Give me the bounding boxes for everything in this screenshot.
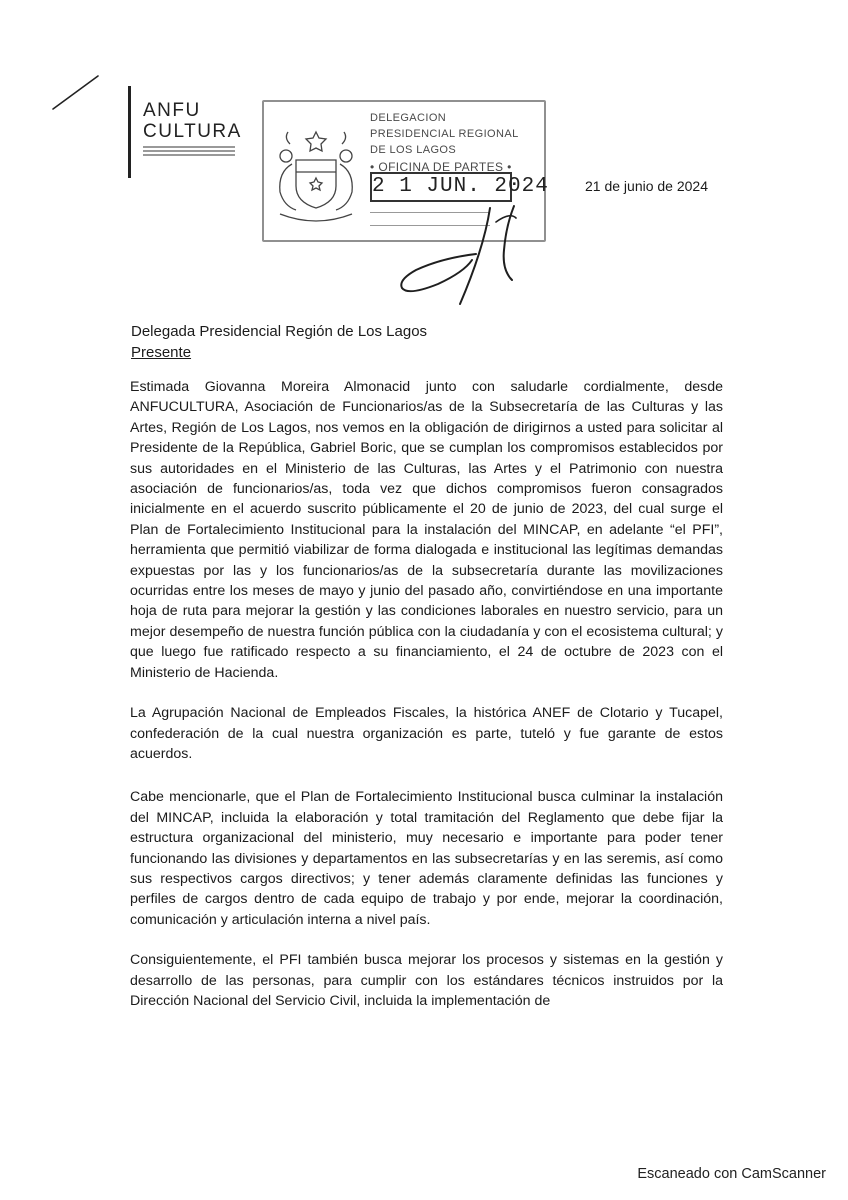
logo-line-1: ANFU — [143, 100, 201, 121]
body-paragraph-4: Consiguientemente, el PFI también busca mejorar los procesos y sistemas en la gestión y desarrollo de las personas, para cumplir con los estándares técnicos instruidos por la Dirección Nacional del Servicio Civil, incluida la implementación de — [130, 952, 723, 1009]
stamp-line-3: DE LOS LAGOS — [370, 144, 457, 156]
coat-of-arms-seal-icon — [270, 122, 362, 227]
logo-fine-print — [143, 146, 235, 158]
recipient-block — [131, 321, 427, 363]
handwritten-signature — [390, 198, 540, 308]
letter-body — [130, 377, 723, 1031]
logo-line-2: CULTURA — [143, 121, 242, 142]
letter-date: 21 de junio de 2024 — [585, 178, 708, 194]
recipient-presente: Presente — [131, 344, 192, 361]
logo-wordmark — [143, 100, 242, 142]
body-paragraph-1: Estimada Giovanna Moreira Almonacid junto con saludarle cordialmente, desde ANFUCULTURA, Asociación de Funcionarios/as de la Subsecretaría de las Culturas y las Artes, Región de Los Lagos, nos vemos en la obligación de dirigirnos a usted para solicitar al Presidente de la República, Gabriel Boric, que se cumplan los compromisos establecidos por sus autoridades en el Ministerio de las Culturas, las Artes y el Patrimonio con nuestra asociación de funcionarios/as, toda vez que dichos compromisos fueron consagrados inicialmente en el acuerdo suscrito públicamente el 20 de junio de 2023, del cual surge el Plan de Fortalecimiento Institucional para la instalación del MINCAP, en adelante “el PFI”, herramienta que permitió viabilizar de forma dialogada e institucional las legítimas demandas expuestas por las y los funcionarios/as de la subsecretaría durante las movilizaciones ocurridas entre los meses de mayo y junio del pasado año, convirtiéndose en una importante hoja de ruta para mejorar la gestión y las condiciones laborales en nuestro servicio, para un mejor desempeño de nuestra función pública con la ciudadanía y con el ecosistema cultural; y que luego fue ratificado respecto a su financiamiento, el 24 de octubre de 2023 con el Ministerio de Hacienda. — [130, 379, 723, 681]
body-paragraph-2: La Agrupación Nacional de Empleados Fiscales, la histórica ANEF de Clotario y Tucapel, confederación de la cual nuestra organización es parte, tuteló y fue garante de estos acuerdos. — [130, 705, 723, 762]
pen-stroke-mark — [50, 72, 102, 112]
scanner-watermark: Escaneado con CamScanner — [637, 1166, 826, 1182]
stamp-office: • OFICINA DE PARTES • — [370, 160, 512, 174]
body-paragraph-3: Cabe mencionarle, que el Plan de Fortalecimiento Institucional busca culminar la instalación del MINCAP, incluida la elaboración y total tramitación del Reglamento que debe fijar la estructura organizacional del ministerio, muy necesario e importante para poder tener funcionando las divisiones y departamentos en las subsecretarías y en las seremis, así como sus respectivos cargos directivos; y tener además claramente definidas las funciones y perfiles de cargos dentro de cada equipo de trabajo y por ende, mejorar la coordinación, comunicación y articulación interna a nivel país. — [130, 789, 723, 928]
stamp-line-1: DELEGACION — [370, 112, 447, 124]
recipient-name: Delegada Presidencial Región de Los Lagos — [131, 323, 428, 340]
stamp-line-2: PRESIDENCIAL REGIONAL — [370, 128, 519, 140]
stamp-date: 2 1 JUN. 2024 — [370, 172, 512, 202]
logo-rule — [128, 86, 131, 178]
